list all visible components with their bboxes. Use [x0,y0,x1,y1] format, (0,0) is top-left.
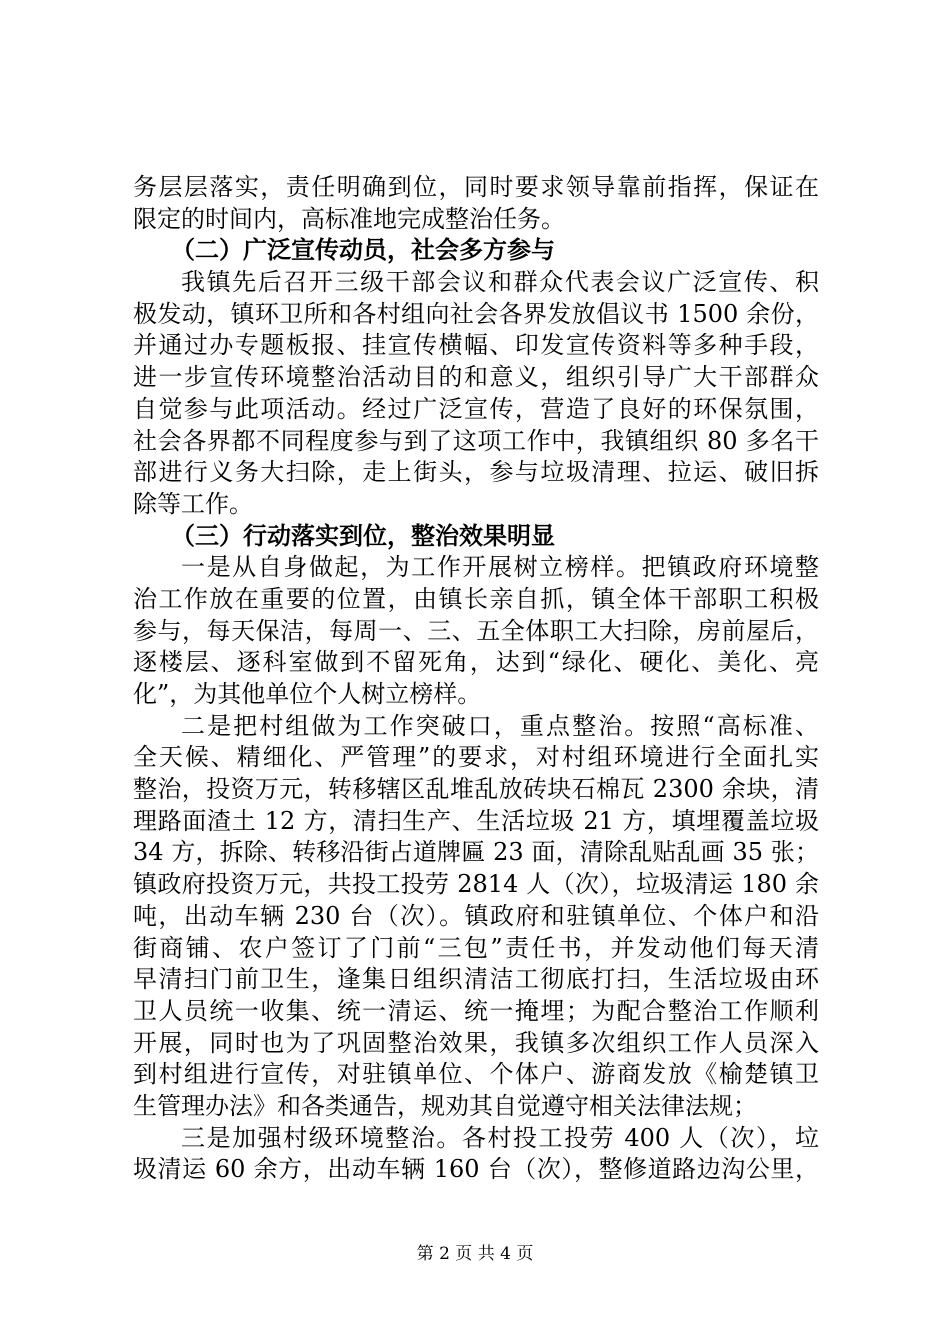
text-line: 全天候、精细化、严管理”的要求，对村组环境进行全面扎实 [133,743,819,772]
text-line: 化”，为其他单位个人树立榜样。 [133,680,482,708]
text-line: 参与，每天保洁，每周一、三、五全体职工大扫除，房前屋后， [133,616,819,645]
paragraph [133,172,819,235]
paragraph [133,552,819,710]
text-line: 除等工作。 [133,489,253,518]
text-line: 限定的时间内，高标准地完成整治任务。 [133,204,565,233]
text-line: 务层层落实，责任明确到位，同时要求领导靠前指挥，保证在 [133,173,819,201]
section-heading-text: （三）行动落实到位，整治效果明显 [171,521,555,550]
text-line: 早清扫门前卫生，逢集日组织清洁工彻底打扫，生活垃圾由环 [133,965,819,994]
page-number-footer: 第 2 页 共 4 页 [416,1244,534,1264]
text-line: 二是把村组做为工作突破口，重点整治。按照“高标准、 [181,711,819,740]
text-line: 生管理办法》和各类通告，规劝其自觉遵守相关法律法规； [133,1091,757,1120]
text-line: 街商铺、农户签订了门前“三包”责任书，并发动他们每天清 [133,933,819,962]
text-line: 理路面渣土 12 方，清扫生产、生活垃圾 21 方，填埋覆盖垃圾 [133,806,819,835]
document-body [133,172,819,1186]
text-line: 自觉参与此项活动。经过广泛宣传，营造了良好的环保氛围， [133,394,819,423]
text-line: 社会各界都不同程度参与到了这项工作中，我镇组织 80 多名干 [133,426,819,455]
text-line: 部进行义务大扫除，走上街头，参与垃圾清理、拉运、破旧拆 [133,458,819,487]
section-heading-text: （二）广泛宣传动员，社会多方参与 [171,236,555,265]
paragraph [133,267,819,521]
section-heading [133,521,819,553]
text-line: 一是从自身做起，为工作开展树立榜样。把镇政府环境整 [181,553,819,582]
text-line: 并通过办专题板报、挂宣传横幅、印发宣传资料等多种手段， [133,331,819,360]
text-line: 三是加强村级环境整治。各村投工投劳 400 人（次），垃 [181,1123,819,1152]
text-line: 逐楼层、逐科室做到不留死角，达到“绿化、硬化、美化、亮 [133,648,819,677]
text-line: 吨，出动车辆 230 台（次）。镇政府和驻镇单位、个体户和沿 [133,901,819,930]
paragraph [133,1123,819,1186]
text-line: 极发动，镇环卫所和各村组向社会各界发放倡议书 1500 余份， [133,299,819,328]
text-line: 我镇先后召开三级干部会议和群众代表会议广泛宣传、积 [181,268,819,297]
text-line: 开展，同时也为了巩固整治效果，我镇多次组织工作人员深入 [133,1028,819,1057]
text-line: 治工作放在重要的位置，由镇长亲自抓，镇全体干部职工积极 [133,584,819,613]
paragraph [133,711,819,1123]
text-line: 到村组进行宣传，对驻镇单位、个体户、游商发放《榆楚镇卫 [133,1060,819,1089]
text-line: 圾清运 60 余方，出动车辆 160 台（次），整修道路边沟公里， [133,1155,819,1184]
text-line: 整治，投资万元，转移辖区乱堆乱放砖块石棉瓦 2300 余块，清 [133,775,819,804]
section-heading [133,235,819,267]
text-line: 34 方，拆除、转移沿街占道牌匾 23 面，清除乱贴乱画 35 张； [133,838,819,867]
text-line: 镇政府投资万元，共投工投劳 2814 人（次），垃圾清运 180 余 [133,870,819,899]
text-line: 进一步宣传环境整治活动目的和意义，组织引导广大干部群众 [133,363,819,392]
text-line: 卫人员统一收集、统一清运、统一掩埋；为配合整治工作顺利 [133,996,819,1025]
